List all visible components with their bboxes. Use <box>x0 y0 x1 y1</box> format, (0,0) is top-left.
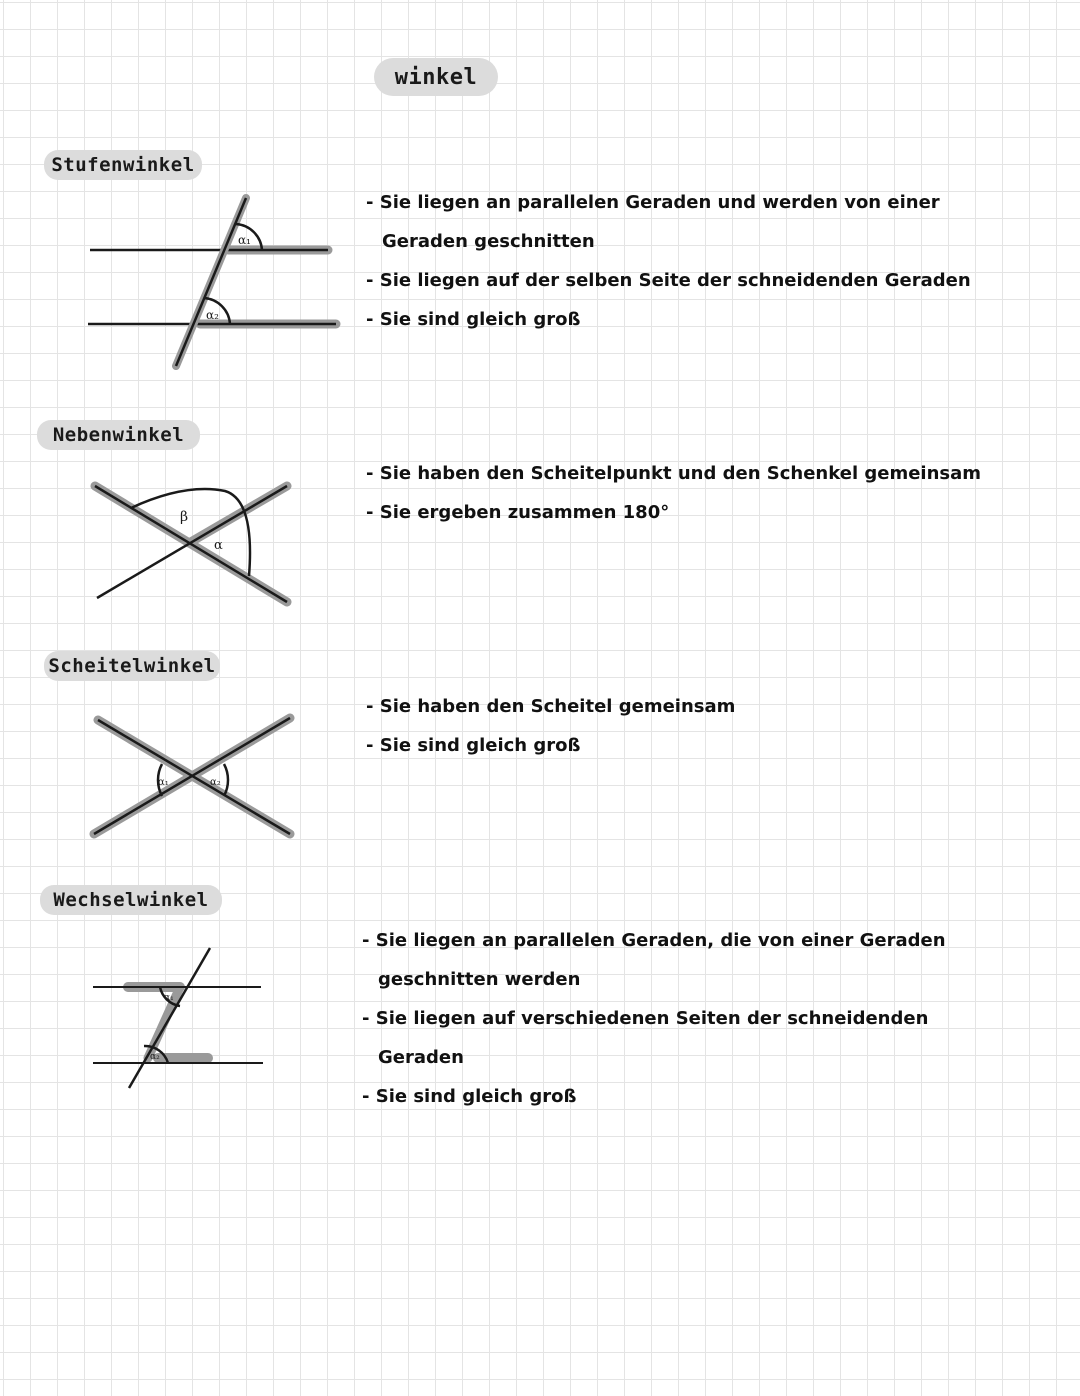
nebenwinkel-figure <box>85 478 300 613</box>
section-label-nebenwinkel: Nebenwinkel <box>37 420 200 450</box>
wechselwinkel-figure <box>88 940 268 1092</box>
angle-label-alpha1: α₁ <box>164 993 174 1003</box>
stufenwinkel-description <box>366 183 971 339</box>
nebenwinkel-description <box>366 454 981 532</box>
angle-label-alpha2: α₂ <box>210 777 221 788</box>
angle-label-alpha2: α₂ <box>150 1052 160 1062</box>
section-label-wechselwinkel: Wechselwinkel <box>40 885 222 915</box>
text-line: Geraden geschnitten <box>382 231 595 252</box>
page-title: winkel <box>374 58 498 96</box>
wechselwinkel-description <box>362 921 946 1116</box>
text-line: geschnitten werden <box>378 969 581 990</box>
text-line: - Sie haben den Scheitelpunkt und den Schenkel gemeinsam <box>366 463 982 484</box>
angle-label-beta: β <box>180 509 189 525</box>
text-line: - Sie sind gleich groß <box>362 1086 577 1107</box>
text-line: - Sie liegen an parallelen Geraden, die von einer Geraden <box>362 930 946 951</box>
scheitelwinkel-description <box>366 687 735 765</box>
text-line: - Sie sind gleich groß <box>366 309 581 330</box>
section-label-scheitelwinkel: Scheitelwinkel <box>44 651 220 681</box>
angle-label-alpha2: α₂ <box>206 308 219 322</box>
text-line: - Sie liegen auf verschiedenen Seiten der schneidenden <box>362 1008 929 1029</box>
angle-label-alpha1: α₁ <box>238 233 251 247</box>
text-line: - Sie sind gleich groß <box>366 735 581 756</box>
text-line: Geraden <box>378 1047 464 1068</box>
angle-label-alpha1: α₁ <box>158 777 169 788</box>
stufenwinkel-figure <box>80 190 350 375</box>
text-line: - Sie haben den Scheitel gemeinsam <box>366 696 736 717</box>
text-line: - Sie liegen auf der selben Seite der schneidenden Geraden <box>366 270 971 291</box>
scheitelwinkel-figure <box>88 712 300 842</box>
section-label-stufenwinkel: Stufenwinkel <box>44 150 202 180</box>
text-line: - Sie liegen an parallelen Geraden und werden von einer <box>366 192 940 213</box>
angle-label-alpha: α <box>214 538 223 553</box>
text-line: - Sie ergeben zusammen 180° <box>366 502 670 523</box>
